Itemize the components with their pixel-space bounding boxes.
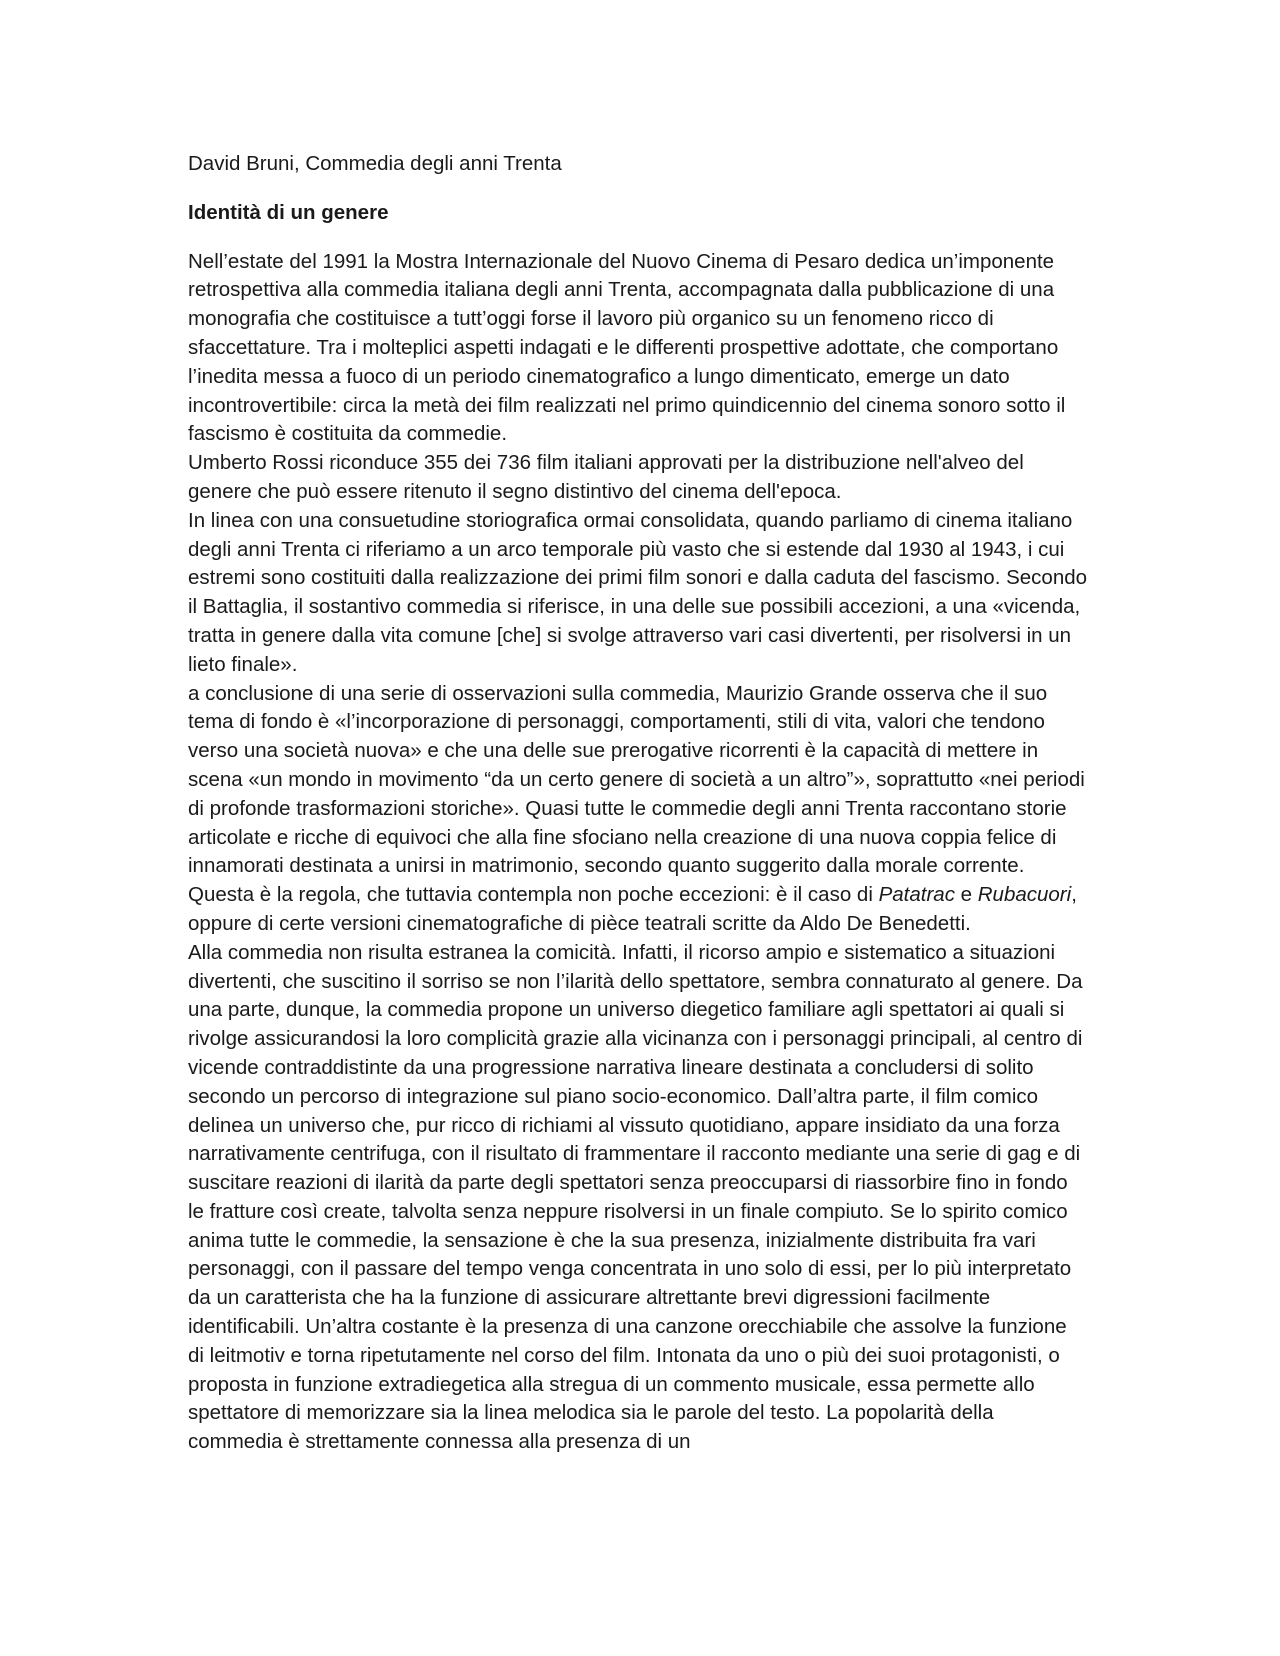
paragraph-3: In linea con una consuetudine storiografica ormai consolidata, quando parliamo di cinema italiano degli anni Trenta ci riferiamo a un arco temporale più vasto che si estende dal 1930 al 1943, i cui estremi sono costituiti dalla realizzazione dei primi film sonori e dalla caduta del fascismo. Secondo il Battaglia, il sostantivo commedia si riferisce, in una delle sue possibili accezioni, a una «vicenda, tratta in genere dalla vita comune [che] si svolge attraverso vari casi divertenti, per risolversi in un lieto finale». [188, 508, 1088, 676]
film-title-patatrac: Patatrac [878, 883, 955, 907]
paragraph-1: Nell’estate del 1991 la Mostra Internazionale del Nuovo Cinema di Pesaro dedica un’imponente retrospettiva alla commedia italiana degli anni Trenta, accompagnata dalla pubblicazione di una monografia che costituisce a tutt’oggi forse il lavoro più organico su un fenomeno ricco di sfaccettature. Tra i molteplici aspetti indagati e le differenti prospettive adottate, che comportano l’inedita messa a fuoco di un periodo cinematografico a lungo dimenticato, emerge un dato incontrovertibile: circa la metà dei film realizzati nel primo quindicennio del cinema sonoro sotto il fascismo è costituita da commedie. [188, 249, 1066, 446]
paragraph-4-text-b: , oppure di certe versioni cinematografiche di pièce teatrali scritte da Aldo De Benedetti. [188, 883, 1077, 935]
document-title: David Bruni, Commedia degli anni Trenta [188, 152, 562, 175]
paragraph-2: Umberto Rossi riconduce 355 dei 736 film italiani approvati per la distribuzione nell'alveo del genere che può essere ritenuto il segno distintivo del cinema dell'epoca. [188, 451, 1024, 503]
document-body [188, 248, 1088, 1457]
paragraph-4-conjunction: e [954, 883, 978, 907]
document-page [188, 150, 1088, 1457]
paragraph-5: Alla commedia non risulta estranea la comicità. Infatti, il ricorso ampio e sistematico a situazioni divertenti, che suscitino il sorriso se non l’ilarità dello spettatore, sembra connaturato al genere. Da una parte, dunque, la commedia propone un universo diegetico familiare agli spettatori ai quali si rivolge assicurandosi la loro complicità grazie alla vicinanza con i personaggi principali, al centro di vicende contraddistinte da una progressione narrativa lineare destinata a concludersi di solito secondo un percorso di integrazione sul piano socio-economico. Dall’altra parte, il film comico delinea un universo che, pur ricco di richiami al vissuto quotidiano, appare insidiato da una forza narrativamente centrifuga, con il risultato di frammentare il racconto mediante una serie di gag e di suscitare reazioni di ilarità da parte degli spettatori senza preoccuparsi di riassorbire fino in fondo le fratture così create, talvolta senza neppure risolversi in un finale compiuto. Se lo spirito comico anima tutte le commedie, la sensazione è che la sua presenza, inizialmente distribuita fra vari personaggi, con il passare del tempo venga concentrata in uno solo di essi, per lo più interpretato da un caratterista che ha la funzione di assicurare altrettante brevi digressioni facilmente identificabili. Un’altra costante è la presenza di una canzone orecchiabile che assolve la funzione di leitmotiv e torna ripetutamente nel corso del film. Intonata da uno o più dei suoi protagonisti, o proposta in funzione extradiegetica alla stregua di un commento musicale, essa permette allo spettatore di memorizzare sia la linea melodica sia le parole del testo. La popolarità della commedia è strettamente connessa alla presenza di un [188, 940, 1083, 1454]
film-title-rubacuori: Rubacuori [977, 883, 1072, 907]
paragraph-4 [188, 680, 1088, 939]
section-heading: Identità di un genere [188, 200, 389, 224]
paragraph-4-text-a: a conclusione di una serie di osservazioni sulla commedia, Maurizio Grande osserva che il suo tema di fondo è «l’incorporazione di personaggi, comportamenti, stili di vita, valori che tendono verso una società nuova» e che una delle sue prerogative ricorrenti è la capacità di mettere in scena «un mondo in movimento “da un certo genere di società a un altro”», soprattutto «nei periodi di profonde trasformazioni storiche». Quasi tutte le commedie degli anni Trenta raccontano storie articolate e ricche di equivoci che alla fine sfociano nella creazione di una nuova coppia felice di innamorati destinata a unirsi in matrimonio, secondo quanto suggerito dalla morale corrente. Questa è la regola, che tuttavia contempla non poche eccezioni: è il caso di [188, 681, 1085, 907]
